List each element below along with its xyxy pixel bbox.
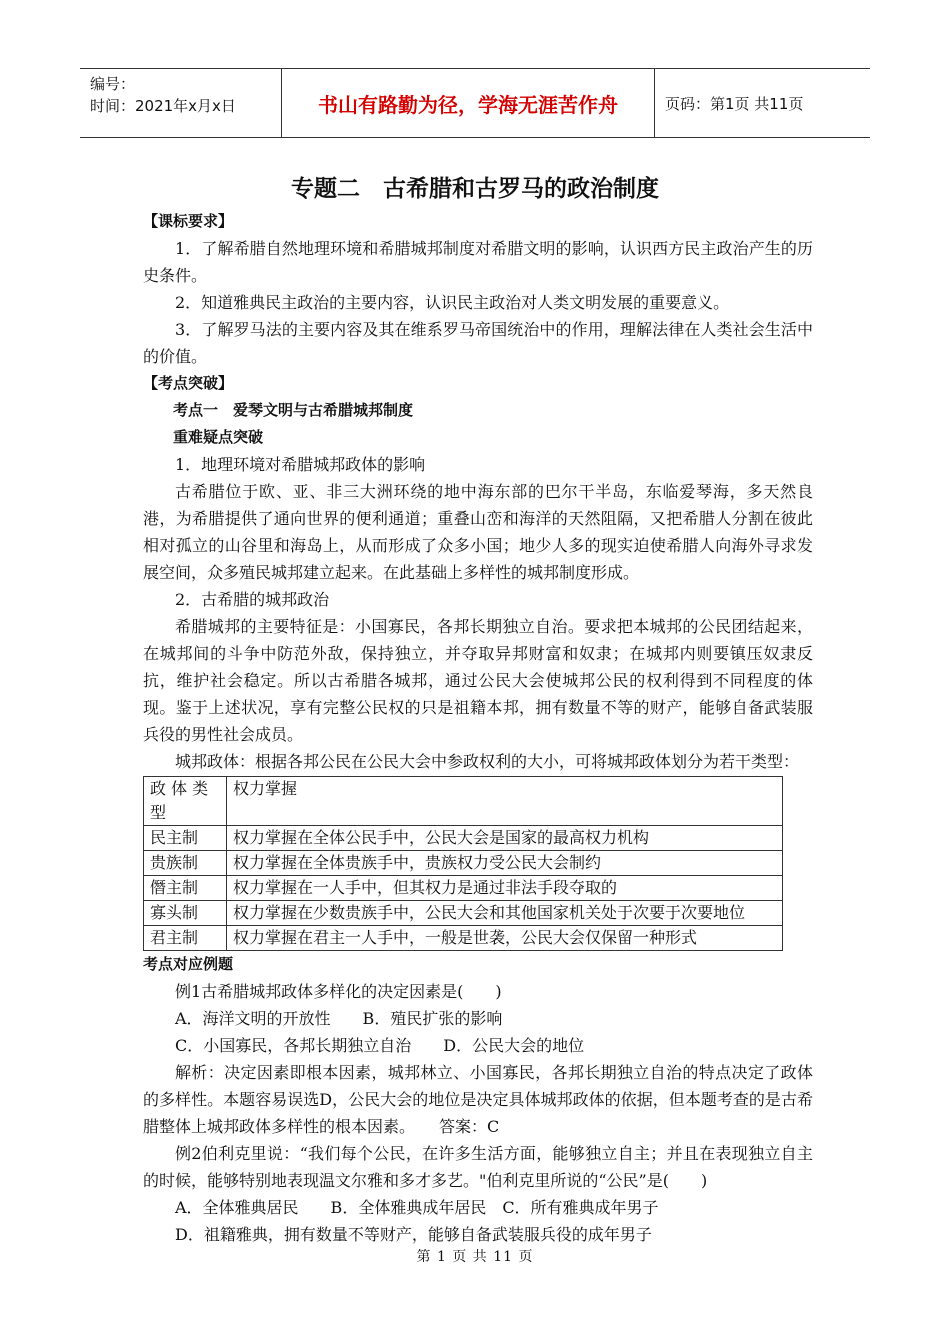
- sub1-heading: 1．地理环境对希腊城邦政体的影响: [175, 455, 426, 474]
- header-page-info: 页码：第1页 共11页: [665, 94, 804, 113]
- table-cell: 民主制: [144, 826, 227, 851]
- table-row: [144, 901, 783, 926]
- page-footer: 第 1 页 共 11 页: [416, 1249, 534, 1265]
- table-header-cell: 政 体 类 型: [144, 777, 227, 826]
- code-label: 编号：: [90, 75, 136, 93]
- point1-heading: 考点一 爱琴文明与古希腊城邦制度: [173, 401, 414, 419]
- table-cell: 权力掌握在全体贵族手中，贵族权力受公民大会制约: [227, 851, 783, 876]
- table-cell: 君主制: [144, 926, 227, 951]
- page-header: [80, 68, 870, 138]
- example1-question: 例1古希腊城邦政体多样化的决定因素是( ): [175, 982, 502, 1001]
- difficulty-heading: 重难疑点突破: [173, 428, 264, 446]
- example1-options-cd: C．小国寡民，各邦长期独立自治 D．公民大会的地位: [175, 1036, 585, 1055]
- header-motto: 书山有路勤为径，学海无涯苦作舟: [282, 69, 655, 137]
- table-row: [144, 876, 783, 901]
- examples-heading: 考点对应例题: [143, 955, 234, 973]
- table-header-cell: 权力掌握: [227, 777, 783, 826]
- table-cell: 僭主制: [144, 876, 227, 901]
- table-header-row: [144, 777, 783, 826]
- polity-intro: 城邦政体：根据各邦公民在公民大会中参政权利的大小，可将城邦政体划分为若干类型：: [175, 752, 800, 771]
- date-label: 时间：2021年x月x日: [90, 97, 236, 115]
- curriculum-item-3: 3．了解罗马法的主要内容及其在维系罗马帝国统治中的作用，理解法律在人类社会生活中的价值。: [143, 320, 813, 366]
- curriculum-item-1: 1．了解希腊自然地理环境和希腊城邦制度对希腊文明的影响，认识西方民主政治产生的历史条件。: [143, 239, 813, 285]
- example2-question: 例2伯利克里说：“我们每个公民，在许多生活方面，能够独立自主；并且在表现独立自主的时候，能够特别地表现温文尔雅和多才多艺。"伯利克里所说的“公民”是( ): [143, 1144, 813, 1190]
- curriculum-heading: 【课标要求】: [143, 212, 234, 230]
- example2-option-d: D．祖籍雅典，拥有数量不等财产，能够自备武装服兵役的成年男子: [175, 1225, 652, 1244]
- document-body: [143, 208, 813, 1248]
- example1-analysis: 解析：决定因素即根本因素，城邦林立、小国寡民，各邦长期独立自治的特点决定了政体的多样性。本题容易误选D，公民大会的地位是决定具体城邦政体的依据，但本题考查的是古希腊整体上城邦政体多样性的根本因素。 答案：C: [143, 1063, 813, 1136]
- table-cell: 寡头制: [144, 901, 227, 926]
- example1-options-ab: A．海洋文明的开放性 B．殖民扩张的影响: [175, 1009, 503, 1028]
- curriculum-item-2: 2．知道雅典民主政治的主要内容，认识民主政治对人类文明发展的重要意义。: [175, 293, 730, 312]
- table-cell: 权力掌握在少数贵族手中，公民大会和其他国家机关处于次要于次要地位: [227, 901, 783, 926]
- header-meta: [80, 69, 282, 137]
- breakthrough-heading: 【考点突破】: [143, 374, 234, 392]
- table-row: [144, 851, 783, 876]
- page-title: 专题二 古希腊和古罗马的政治制度: [291, 176, 659, 202]
- example2-options-abc: A．全体雅典居民 B．全体雅典成年居民 C．所有雅典成年男子: [175, 1198, 659, 1217]
- sub1-text: 古希腊位于欧、亚、非三大洲环绕的地中海东部的巴尔干半岛，东临爱琴海，多天然良港，为希腊提供了通向世界的便利通道；重叠山峦和海洋的天然阻隔，又把希腊人分割在彼此相对孤立的山谷里和海岛上，从而形成了众多小国；地少人多的现实迫使希腊人向海外寻求发展空间，众多殖民城邦建立起来。在此基础上多样性的城邦制度形成。: [143, 482, 813, 582]
- polity-table: [143, 776, 783, 951]
- sub2-heading: 2．古希腊的城邦政治: [175, 590, 330, 609]
- sub2-text: 希腊城邦的主要特征是：小国寡民，各邦长期独立自治。要求把本城邦的公民团结起来，在城邦间的斗争中防范外敌，保持独立，并夺取异邦财富和奴隶；在城邦内则要镇压奴隶反抗，维护社会稳定。所以古希腊各城邦，通过公民大会使城邦公民的权利得到不同程度的体现。鉴于上述状况，享有完整公民权的只是祖籍本邦，拥有数量不等的财产，能够自备武装服兵役的男性社会成员。: [143, 617, 813, 744]
- table-cell: 贵族制: [144, 851, 227, 876]
- table-cell: 权力掌握在君主一人手中，一般是世袭，公民大会仅保留一种形式: [227, 926, 783, 951]
- table-cell: 权力掌握在全体公民手中，公民大会是国家的最高权力机构: [227, 826, 783, 851]
- table-row: [144, 926, 783, 951]
- table-cell: 权力掌握在一人手中，但其权力是通过非法手段夺取的: [227, 876, 783, 901]
- table-row: [144, 826, 783, 851]
